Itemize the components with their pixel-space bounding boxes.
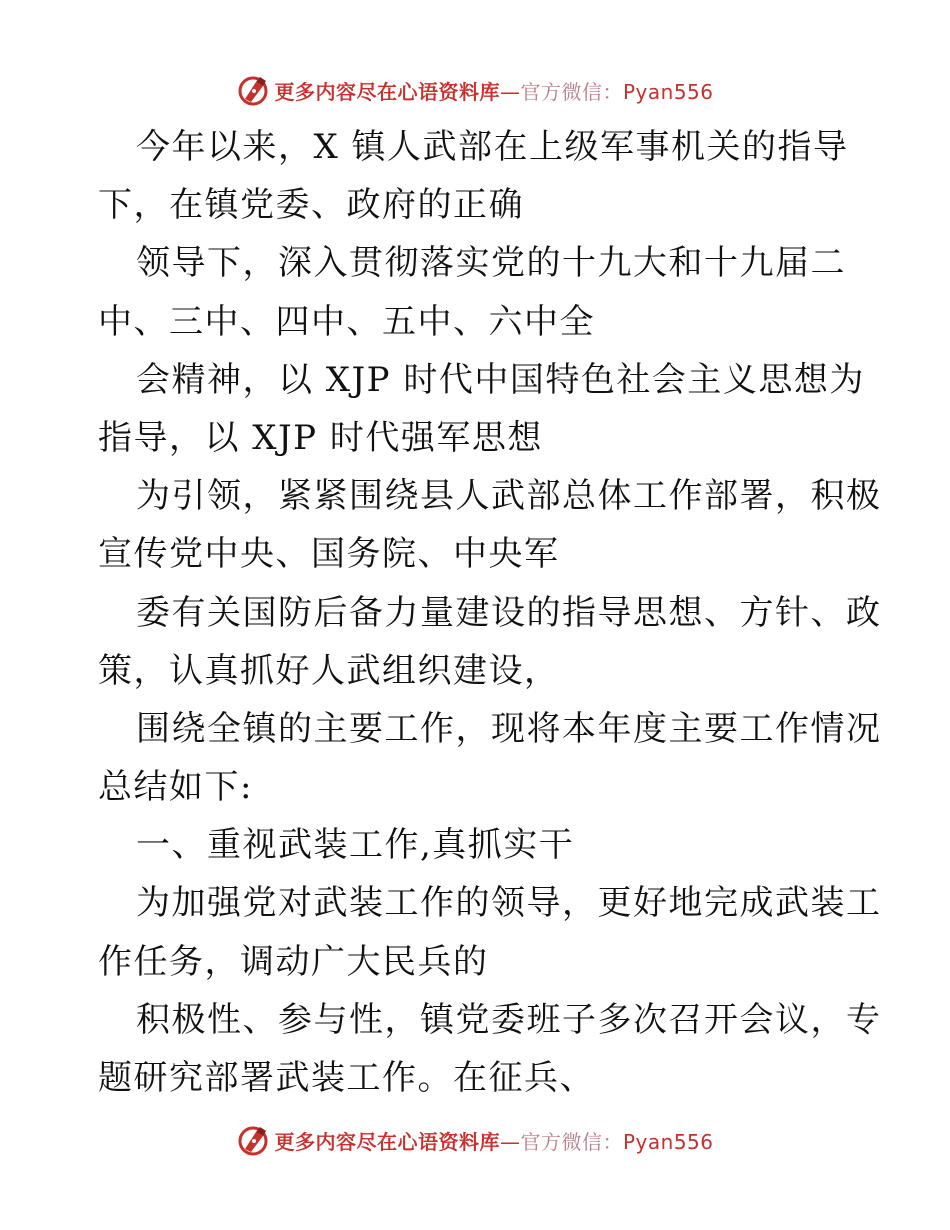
paragraph-line: 一、重视武装工作,真抓实干 <box>136 825 575 866</box>
paragraph-line: 会精神，以 XJP 时代中国特色社会主义思想为 <box>136 359 865 400</box>
watermark-lead: 更多内容尽在心语资料库 <box>274 79 500 104</box>
paragraph-line: 今年以来，X 镇人武部在上级军事机关的指导 <box>136 127 849 167</box>
watermark-wechat-label: 官方微信： <box>520 1129 623 1154</box>
document-body <box>98 118 882 1107</box>
watermark-wechat-label: 官方微信： <box>520 79 623 104</box>
pen-nib-logo-icon <box>236 1123 270 1157</box>
header-watermark <box>0 68 950 112</box>
paragraph-line: 中、三中、四中、五中、六中全 <box>98 301 595 342</box>
paragraph-line: 总结如下: <box>98 767 253 808</box>
paragraph-line: 宣传党中央、国务院、中央军 <box>98 534 560 575</box>
paragraph-line: 领导下，深入贯彻落实党的十九大和十九届二 <box>136 243 846 284</box>
paragraph-line: 围绕全镇的主要工作，现将本年度主要工作情况 <box>136 708 882 749</box>
paragraph-line: 下，在镇党委、政府的正确 <box>98 185 524 226</box>
paragraph-line: 委有关国防后备力量建设的指导思想、方针、政 <box>136 592 882 633</box>
pen-nib-logo-icon <box>236 73 270 107</box>
paragraph-line: 策，认真抓好人武组织建设， <box>98 650 560 691</box>
watermark-text <box>274 1126 713 1155</box>
paragraph-line: 作任务，调动广大民兵的 <box>98 941 489 982</box>
watermark-lead: 更多内容尽在心语资料库 <box>274 1129 500 1154</box>
watermark-separator: — <box>499 79 521 104</box>
watermark-separator: — <box>499 1129 521 1154</box>
paragraph-line: 积极性、参与性，镇党委班子多次召开会议，专 <box>136 999 882 1040</box>
watermark-wechat-id: Pyan556 <box>622 1129 714 1154</box>
watermark-wechat-id: Pyan556 <box>622 79 714 104</box>
paragraph-line: 指导，以 XJP 时代强军思想 <box>98 417 543 458</box>
footer-watermark <box>0 1118 950 1162</box>
watermark-text <box>274 76 713 105</box>
paragraph-line: 为加强党对武装工作的领导，更好地完成武装工 <box>136 883 882 924</box>
paragraph-line: 题研究部署武装工作。在征兵、 <box>98 1058 595 1098</box>
paragraph-line: 为引领，紧紧围绕县人武部总体工作部署，积极 <box>136 476 882 517</box>
